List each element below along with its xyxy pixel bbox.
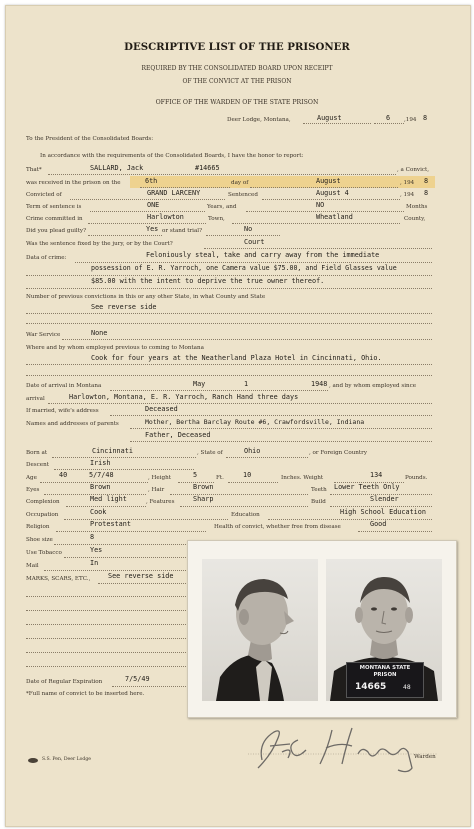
label-day-of: day of: [231, 180, 249, 186]
label-health: Health of convict, whether free from disease: [214, 524, 341, 530]
office-heading: OFFICE OF THE WARDEN OF THE STATE PRISON: [155, 99, 319, 106]
form-subtitle-2: OF THE CONVICT AT THE PRISON: [182, 78, 292, 85]
placard-line-2: PRISON: [373, 672, 397, 678]
label-education: Education: [231, 512, 260, 518]
dateline-year-prefix: ,194: [404, 117, 417, 123]
value-education: High School Education: [340, 508, 426, 516]
salutation: To the President of the Consolidated Boards:: [26, 136, 154, 142]
label-year-2: , 194: [400, 192, 415, 198]
label-months: Months: [406, 204, 428, 210]
dateline-day: 6: [386, 114, 391, 122]
form-subtitle-1: REQUIRED BY THE CONSOLIDATED BOARD UPON RECEIPT: [141, 65, 333, 72]
value-hair: Brown: [193, 483, 214, 491]
value-religion: Protestant: [90, 520, 131, 528]
value-number: #14665: [195, 164, 220, 172]
label-build: Build: [311, 499, 326, 505]
value-stand-trial: No: [244, 225, 253, 233]
label-foreign-country: , or Foreign Country: [309, 450, 367, 456]
union-label-icon: [28, 758, 38, 763]
label-ft: Ft.: [216, 475, 224, 481]
label-warden: Warden: [414, 754, 436, 760]
value-arrival-day: 1: [244, 380, 249, 388]
label-data-of-crime: Data of crime:: [26, 255, 67, 261]
label-crime-committed: Crime committed in: [26, 216, 83, 222]
value-occupation: Cook: [90, 508, 107, 516]
crime-line-3: $85.00 with the intent to deprive the true owner thereof.: [91, 277, 325, 285]
printer-mark: S.S. Pen, Deer Lodge: [42, 757, 92, 762]
label-hair: , Hair: [148, 487, 165, 493]
value-war-service: None: [91, 329, 108, 337]
label-shoe-size: Shoe size: [26, 537, 53, 543]
placard-number: 14665: [355, 682, 387, 692]
label-arrival-2: arrival: [26, 396, 45, 402]
dateline-place: Deer Lodge, Montana,: [227, 117, 291, 123]
label-marks-scars: MARKS, SCARS, ETC.,: [26, 576, 91, 582]
value-employed-since: Harlowton, Montana, E. R. Yarroch, Ranch Hand three days: [69, 393, 299, 401]
label-where-employed: Where and by whom employed previous to coming to Montana: [26, 345, 204, 351]
label-descent: Descent: [26, 462, 49, 468]
crime-line-1: Feloniously steal, take and carry away from the immediate: [146, 251, 380, 259]
label-convicted-of: Convicted of: [26, 192, 62, 198]
value-name: SALLARD, Jack: [90, 164, 144, 172]
placard-suffix: 48: [403, 684, 411, 691]
label-that: That*: [26, 167, 42, 173]
value-mail: In: [90, 559, 99, 567]
value-parents-2: Father, Deceased: [145, 431, 211, 439]
label-term: Term of sentence is: [26, 204, 82, 210]
value-arrival-month: May: [193, 380, 206, 388]
label-state-of: , State of: [197, 450, 223, 456]
value-born-at: Cincinnati: [92, 447, 133, 455]
value-wife: Deceased: [145, 405, 178, 413]
value-term-months: NO: [316, 201, 325, 209]
value-received-day: 6th: [145, 177, 158, 185]
placard-line-1: MONTANA STATE: [359, 665, 411, 671]
value-town: Harlowton: [147, 213, 184, 221]
value-plead: Yes: [146, 225, 159, 233]
label-previous-convictions: Number of previous convictions in this or any other State, in what County and State: [26, 294, 266, 300]
footnote: *Full name of convict to be inserted here.: [26, 691, 145, 697]
label-complexion: Complexion: [26, 499, 60, 505]
label-religion: Religion: [26, 524, 50, 530]
value-received-year: 8: [424, 177, 429, 185]
value-birth-date: 5/7/48: [89, 471, 114, 479]
value-features: Sharp: [193, 495, 214, 503]
intro-text: In accordance with the requirements of the Consolidated Boards, I have the honor to report:: [40, 153, 304, 159]
value-build: Slender: [370, 495, 399, 503]
value-health: Good: [370, 520, 387, 528]
label-features: , Features: [146, 499, 175, 505]
value-parents-1: Mother, Bertha Barclay Route #6, Crawfordsville, Indiana: [145, 418, 365, 426]
value-received-month: August: [316, 177, 341, 185]
label-year-1: , 194: [400, 180, 415, 186]
label-tobacco: Use Tobacco: [26, 550, 62, 556]
label-wife: If married, wife's address: [26, 408, 99, 414]
label-town: Town,: [208, 216, 225, 222]
value-height-ft: 5: [193, 471, 198, 479]
value-expiration: 7/5/49: [125, 675, 150, 683]
mugshot-front: [326, 559, 442, 701]
mugshot-photo: [187, 540, 457, 718]
value-eyes: Brown: [90, 483, 111, 491]
label-war-service: War Service: [26, 332, 61, 338]
value-height-in: 10: [243, 471, 252, 479]
label-convict: , a Convict,: [397, 167, 430, 173]
label-born: Born at: [26, 450, 48, 456]
prison-placard: [346, 662, 424, 698]
value-sentence-fixed: Court: [244, 238, 265, 246]
dateline-month: August: [317, 114, 342, 122]
value-county: Wheatland: [316, 213, 353, 221]
label-received: was received in the prison on the: [26, 180, 121, 186]
crime-line-2: possession of E. R. Yarroch, one Camera value $75.00, and Field Glasses value: [91, 264, 397, 272]
label-expiration: Date of Regular Expiration: [26, 679, 103, 685]
label-sentenced: Sentenced: [228, 192, 258, 198]
value-sentenced-year: 8: [424, 189, 429, 197]
label-plead: Did you plead guilty?: [26, 228, 87, 234]
value-teeth: Lower Teeth Only: [334, 483, 400, 491]
label-height: , Height: [148, 475, 171, 481]
label-age: Age: [26, 475, 37, 481]
label-stand-trial: or stand trial?: [162, 228, 203, 234]
form-title: DESCRIPTIVE LIST OF THE PRISONER: [124, 41, 350, 53]
value-tobacco: Yes: [90, 546, 103, 554]
value-marks-scars: See reverse side: [108, 572, 174, 580]
label-sentence-fixed: Was the sentence fixed by the jury, or by the Court?: [26, 241, 173, 247]
value-employed-previous: Cook for four years at the Neatherland Plaza Hotel in Cincinnati, Ohio.: [91, 354, 382, 362]
warden-signature: [248, 724, 438, 774]
value-previous-convictions: See reverse side: [91, 303, 157, 311]
value-age: 40: [59, 471, 68, 479]
label-teeth: Teeth: [311, 487, 327, 493]
value-arrival-year: 1948: [311, 380, 328, 388]
label-inches-weight: Inches. Weight: [281, 475, 324, 481]
label-county: County,: [404, 216, 426, 222]
label-employed-since: , and by whom employed since: [329, 383, 417, 389]
value-weight: 134: [370, 471, 383, 479]
value-shoe-size: 8: [90, 533, 95, 541]
value-born-state: Ohio: [244, 447, 261, 455]
value-sentenced-date: August 4: [316, 189, 349, 197]
value-complexion: Med light: [90, 495, 127, 503]
value-term-years: ONE: [147, 201, 160, 209]
label-eyes: Eyes: [26, 487, 40, 493]
label-mail: Mail: [26, 563, 39, 569]
value-convicted-of: GRAND LARCENY: [147, 189, 201, 197]
dateline-year: 8: [423, 114, 428, 122]
label-pounds: Pounds.: [405, 475, 428, 481]
value-descent: Irish: [90, 459, 111, 467]
label-parents: Names and addresses of parents: [26, 421, 119, 427]
label-years: Years, and: [207, 204, 237, 210]
mugshot-profile: [202, 559, 318, 701]
label-arrival: Date of arrival in Montana: [26, 383, 102, 389]
label-occupation: Occupation: [26, 512, 59, 518]
